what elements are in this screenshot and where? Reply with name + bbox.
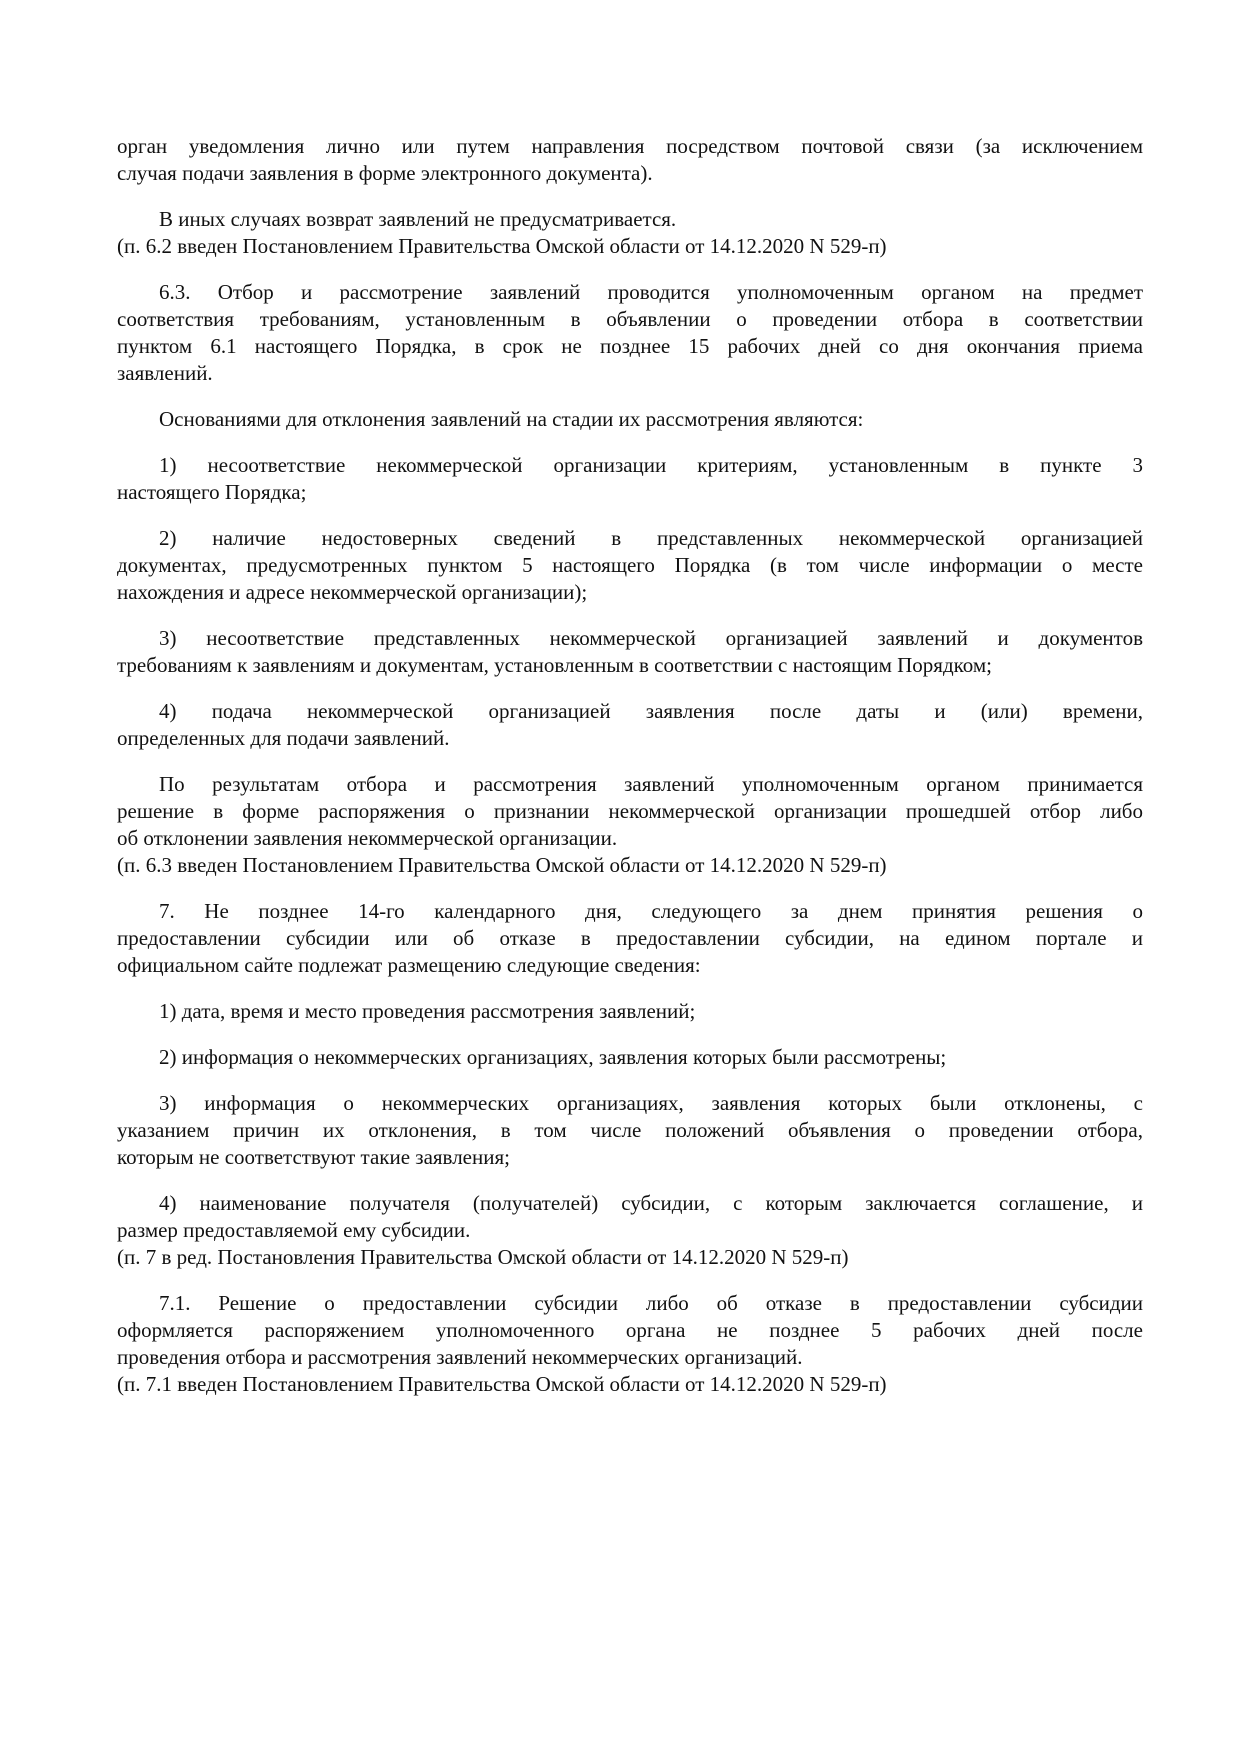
amendment-note: (п. 7 в ред. Постановления Правительства Омской области от 14.12.2020 N 529-п) xyxy=(117,1245,849,1269)
paragraph xyxy=(117,525,1143,606)
text-line: 1) дата, время и место проведения рассмотрения заявлений; xyxy=(159,999,696,1023)
document-page xyxy=(117,133,1143,1417)
text-line: заявлений. xyxy=(117,361,213,385)
paragraph xyxy=(117,279,1143,387)
text-line: соответствия требованиям, установленным в объявлении о проведении отбора в соответствии xyxy=(117,307,1143,331)
text-line: пунктом 6.1 настоящего Порядка, в срок не позднее 15 рабочих дней со дня окончания приема xyxy=(117,334,1143,358)
text-line: случая подачи заявления в форме электронного документа). xyxy=(117,161,653,185)
amendment-note: (п. 6.2 введен Постановлением Правительства Омской области от 14.12.2020 N 529-п) xyxy=(117,234,887,258)
paragraph xyxy=(117,1290,1143,1398)
text-line: определенных для подачи заявлений. xyxy=(117,726,450,750)
text-line: 7.1. Решение о предоставлении субсидии либо об отказе в предоставлении субсидии xyxy=(159,1291,1143,1315)
paragraph xyxy=(117,1090,1143,1171)
paragraph xyxy=(117,771,1143,879)
text-line: Основаниями для отклонения заявлений на стадии их рассмотрения являются: xyxy=(159,407,864,431)
text-line: размер предоставляемой ему субсидии. xyxy=(117,1218,471,1242)
text-line: решение в форме распоряжения о признании некоммерческой организации прошедшей отбор либо xyxy=(117,799,1143,823)
paragraph xyxy=(117,133,1143,187)
text-line: 7. Не позднее 14-го календарного дня, следующего за днем принятия решения о xyxy=(159,899,1143,923)
text-line: проведения отбора и рассмотрения заявлений некоммерческих организаций. xyxy=(117,1345,803,1369)
text-line: 3) несоответствие представленных некоммерческой организацией заявлений и документов xyxy=(159,626,1143,650)
text-line: 6.3. Отбор и рассмотрение заявлений проводится уполномоченным органом на предмет xyxy=(159,280,1143,304)
text-line: 3) информация о некоммерческих организациях, заявления которых были отклонены, с xyxy=(159,1091,1143,1115)
text-line: нахождения и адресе некоммерческой организации); xyxy=(117,580,588,604)
text-line: 2) наличие недостоверных сведений в представленных некоммерческой организацией xyxy=(159,526,1143,550)
paragraph xyxy=(117,406,1143,433)
paragraph xyxy=(117,625,1143,679)
paragraph xyxy=(117,1044,1143,1071)
text-line: требованиям к заявлениям и документам, установленным в соответствии с настоящим Порядком; xyxy=(117,653,992,677)
text-line: об отклонении заявления некоммерческой организации. xyxy=(117,826,618,850)
paragraph xyxy=(117,898,1143,979)
paragraph xyxy=(117,998,1143,1025)
paragraph xyxy=(117,698,1143,752)
text-line: 4) подача некоммерческой организацией заявления после даты и (или) времени, xyxy=(159,699,1143,723)
text-line: указанием причин их отклонения, в том числе положений объявления о проведении отбора, xyxy=(117,1118,1143,1142)
paragraph xyxy=(117,1190,1143,1271)
amendment-note: (п. 6.3 введен Постановлением Правительства Омской области от 14.12.2020 N 529-п) xyxy=(117,853,887,877)
text-line: документах, предусмотренных пунктом 5 настоящего Порядка (в том числе информации о месте xyxy=(117,553,1143,577)
text-line: настоящего Порядка; xyxy=(117,480,307,504)
text-line: 2) информация о некоммерческих организациях, заявления которых были рассмотрены; xyxy=(159,1045,947,1069)
amendment-note: (п. 7.1 введен Постановлением Правительства Омской области от 14.12.2020 N 529-п) xyxy=(117,1372,887,1396)
text-line: которым не соответствуют такие заявления; xyxy=(117,1145,510,1169)
text-line: По результатам отбора и рассмотрения заявлений уполномоченным органом принимается xyxy=(159,772,1143,796)
text-line: орган уведомления лично или путем направления посредством почтовой связи (за исключением xyxy=(117,134,1143,158)
text-line: 4) наименование получателя (получателей) субсидии, с которым заключается соглашение, и xyxy=(159,1191,1143,1215)
text-line: В иных случаях возврат заявлений не предусматривается. xyxy=(159,207,677,231)
text-line: предоставлении субсидии или об отказе в предоставлении субсидии, на едином портале и xyxy=(117,926,1143,950)
text-line: 1) несоответствие некоммерческой организации критериям, установленным в пункте 3 xyxy=(159,453,1143,477)
paragraph xyxy=(117,206,1143,260)
paragraph xyxy=(117,452,1143,506)
text-line: оформляется распоряжением уполномоченного органа не позднее 5 рабочих дней после xyxy=(117,1318,1143,1342)
text-line: официальном сайте подлежат размещению следующие сведения: xyxy=(117,953,701,977)
